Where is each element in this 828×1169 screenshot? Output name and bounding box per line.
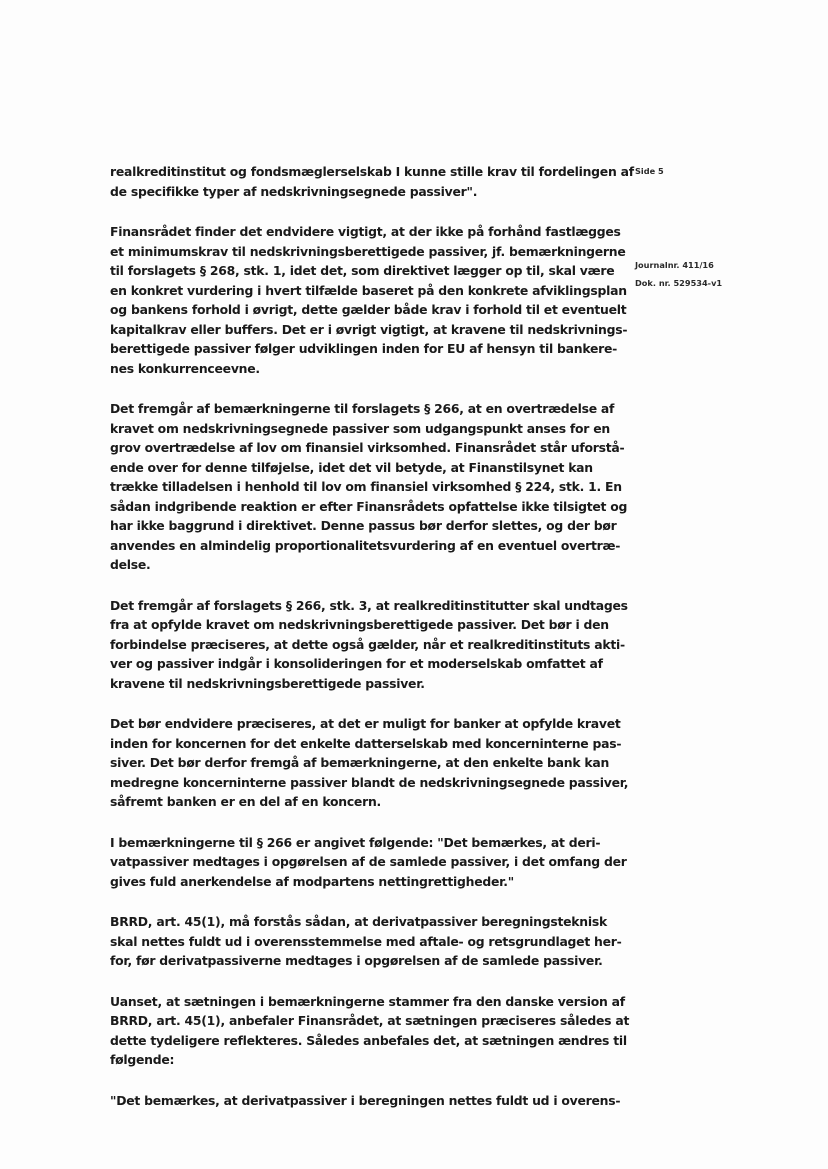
text-line: BRRD, art. 45(1), må forstås sådan, at derivatpassiver beregningsteknisk bbox=[110, 914, 607, 929]
paragraph-3 bbox=[110, 399, 628, 575]
text-line: inden for koncernen for det enkelte datterselskab med koncerninterne pas- bbox=[110, 735, 622, 751]
text-line: forbindelse præciseres, at dette også gælder, når et realkreditinstituts akti- bbox=[110, 636, 625, 652]
paragraph-6 bbox=[110, 833, 627, 892]
text-line: et minimumskrav til nedskrivningsberettigede passiver, jf. bemærkningerne bbox=[110, 243, 626, 259]
text-line: vatpassiver medtages i opgørelsen af de samlede passiver, i det omfang der bbox=[110, 854, 627, 869]
text-line: Det fremgår af forslagets § 266, stk. 3, at realkreditinstitutter skal undtages bbox=[110, 597, 628, 613]
text-line: ver og passiver indgår i konsolideringen for et moderselskab omfattet af bbox=[110, 656, 603, 671]
letter-body bbox=[110, 162, 634, 1131]
text-line: såfremt banken er en del af en koncern. bbox=[110, 794, 381, 809]
document-number-label: Dok. nr. 529534-v1 bbox=[635, 278, 723, 288]
paragraph-8 bbox=[110, 992, 630, 1070]
text-line: realkreditinstitut og fondsmæglerselskab I kunne stille krav til fordelingen af bbox=[110, 164, 634, 179]
text-line: fra at opfylde kravet om nedskrivningsberettigede passiver. Det bør i den bbox=[110, 617, 609, 632]
paragraph-1 bbox=[110, 162, 634, 201]
text-line: sådan indgribende reaktion er efter Finansrådets opfattelse ikke tilsigtet og bbox=[110, 498, 628, 514]
text-line: I bemærkningerne til § 266 er angivet følgende: "Det bemærkes, at deri- bbox=[110, 834, 601, 850]
paragraph-4 bbox=[110, 596, 628, 694]
text-line: Uanset, at sætningen i bemærkningerne stammer fra den danske version af bbox=[110, 993, 625, 1009]
text-line: de specifikke typer af nedskrivningsegnede passiver". bbox=[110, 183, 478, 199]
text-line: Det fremgår af bemærkningerne til forslagets § 266, at en overtrædelse af bbox=[110, 401, 615, 416]
text-line: gives fuld anerkendelse af modpartens nettingrettigheder." bbox=[110, 873, 514, 889]
text-line: følgende: bbox=[110, 1052, 175, 1067]
text-line: kravet om nedskrivningsegnede passiver som udgangspunkt anses for en bbox=[110, 420, 610, 436]
paragraph-5 bbox=[110, 714, 629, 812]
text-line: grov overtrædelse af lov om finansiel virksomhed. Finansrådet står uforstå- bbox=[110, 440, 625, 455]
text-line: Finansrådet finder det endvidere vigtigt, at der ikke på forhånd fastlægges bbox=[110, 224, 621, 239]
text-line: anvendes en almindelig proportionalitetsvurdering af en eventuel overtræ- bbox=[110, 537, 621, 553]
text-line: medregne koncerninterne passiver blandt de nedskrivningsegnede passiver, bbox=[110, 774, 629, 790]
text-line: berettigede passiver følger udviklingen inden for EU af hensyn til bankere- bbox=[110, 341, 618, 356]
text-line: dette tydeligere reflekteres. Således anbefales det, at sætningen ændres til bbox=[110, 1032, 627, 1048]
paragraph-9 bbox=[110, 1091, 621, 1111]
text-line: "Det bemærkes, at derivatpassiver i beregningen nettes fuldt ud i overens- bbox=[110, 1092, 621, 1108]
text-line: delse. bbox=[110, 557, 151, 572]
text-line: BRRD, art. 45(1), anbefaler Finansrådet, at sætningen præciseres således at bbox=[110, 1013, 630, 1028]
text-line: kapitalkrav eller buffers. Det er i øvrigt vigtigt, at kravene til nedskrivnings- bbox=[110, 321, 628, 337]
page-number-label: Side 5 bbox=[635, 166, 664, 176]
paragraph-7 bbox=[110, 912, 622, 971]
text-line: skal nettes fuldt ud i overensstemmelse med aftale- og retsgrundlaget her- bbox=[110, 933, 622, 949]
text-line: har ikke baggrund i direktivet. Denne passus bør derfor slettes, og der bør bbox=[110, 518, 617, 533]
text-line: Det bør endvidere præciseres, at det er muligt for banker at opfylde kravet bbox=[110, 716, 621, 731]
text-line: ende over for denne tilføjelse, idet det vil betyde, at Finanstilsynet kan bbox=[110, 459, 593, 475]
paragraph-2 bbox=[110, 222, 628, 378]
text-line: og bankens forhold i øvrigt, dette gælder både krav i forhold til et eventuelt bbox=[110, 302, 627, 317]
text-line: til forslagets § 268, stk. 1, idet det, som direktivet lægger op til, skal være bbox=[110, 263, 615, 278]
journal-number-label: Journalnr. 411/16 bbox=[635, 260, 714, 270]
text-line: en konkret vurdering i hvert tilfælde baseret på den konkrete afviklingsplan bbox=[110, 282, 627, 298]
text-line: nes konkurrenceevne. bbox=[110, 360, 260, 376]
text-line: for, før derivatpassiverne medtages i opgørelsen af de samlede passiver. bbox=[110, 953, 603, 968]
text-line: kravene til nedskrivningsberettigede passiver. bbox=[110, 675, 425, 691]
text-line: trække tilladelsen i henhold til lov om finansiel virksomhed § 224, stk. 1. En bbox=[110, 479, 622, 494]
text-line: siver. Det bør derfor fremgå af bemærkningerne, at den enkelte bank kan bbox=[110, 755, 610, 770]
